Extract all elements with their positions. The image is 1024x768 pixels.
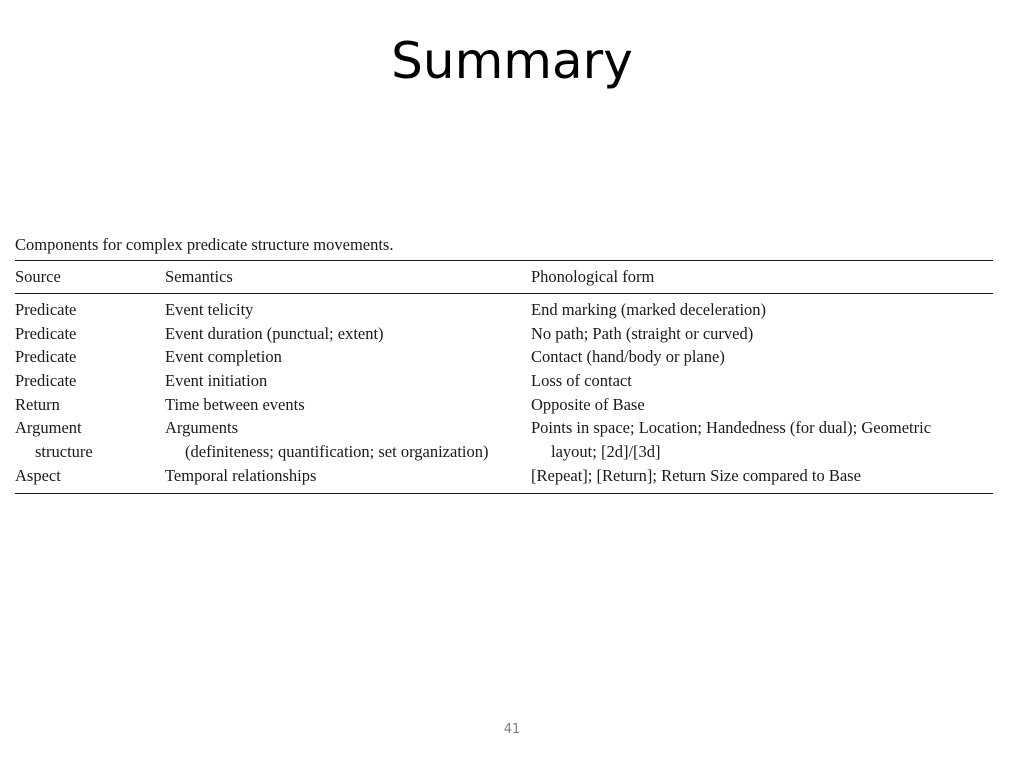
cell-semantics: (definiteness; quantification; set organization) (185, 441, 489, 461)
header-semantics: Semantics (165, 267, 233, 286)
cell-semantics: Event initiation (165, 370, 268, 390)
cell-semantics: Arguments (165, 418, 239, 438)
table-body (15, 294, 993, 493)
cell-source: Return (15, 394, 60, 414)
table-row (15, 393, 993, 417)
cell-source: Predicate (15, 323, 77, 343)
components-table (15, 234, 993, 494)
cell-semantics: Event telicity (165, 299, 254, 319)
slide-title: Summary (391, 32, 633, 90)
cell-source: structure (35, 441, 93, 461)
table-row (15, 345, 993, 369)
cell-semantics: Temporal relationships (165, 465, 317, 485)
table-row (15, 298, 993, 322)
table-row (15, 464, 993, 488)
table-row (15, 416, 993, 440)
cell-semantics: Event completion (165, 347, 282, 367)
cell-form: [Repeat]; [Return]; Return Size compared to Base (531, 465, 861, 485)
cell-source: Aspect (15, 465, 61, 485)
cell-form: layout; [2d]/[3d] (551, 441, 661, 461)
cell-form: No path; Path (straight or curved) (531, 323, 754, 343)
cell-semantics: Time between events (165, 394, 305, 414)
table-row (15, 322, 993, 346)
page-number: 41 (503, 722, 521, 737)
cell-form: Contact (hand/body or plane) (531, 347, 725, 367)
table-row (15, 440, 993, 464)
cell-form: Opposite of Base (531, 394, 645, 414)
cell-form: End marking (marked deceleration) (531, 299, 767, 319)
cell-form: Loss of contact (531, 370, 632, 390)
cell-source: Predicate (15, 370, 77, 390)
cell-source: Argument (15, 418, 82, 438)
header-phonological-form: Phonological form (531, 267, 655, 286)
cell-source: Predicate (15, 347, 77, 367)
table-caption: Components for complex predicate structure movements. (15, 235, 394, 254)
cell-source: Predicate (15, 299, 77, 319)
table-row (15, 369, 993, 393)
cell-semantics: Event duration (punctual; extent) (165, 323, 384, 343)
header-source: Source (15, 267, 61, 286)
table-bottom-rule (15, 493, 993, 494)
table-header-row (15, 261, 993, 293)
cell-form: Points in space; Location; Handedness (for dual); Geometric (531, 418, 932, 438)
